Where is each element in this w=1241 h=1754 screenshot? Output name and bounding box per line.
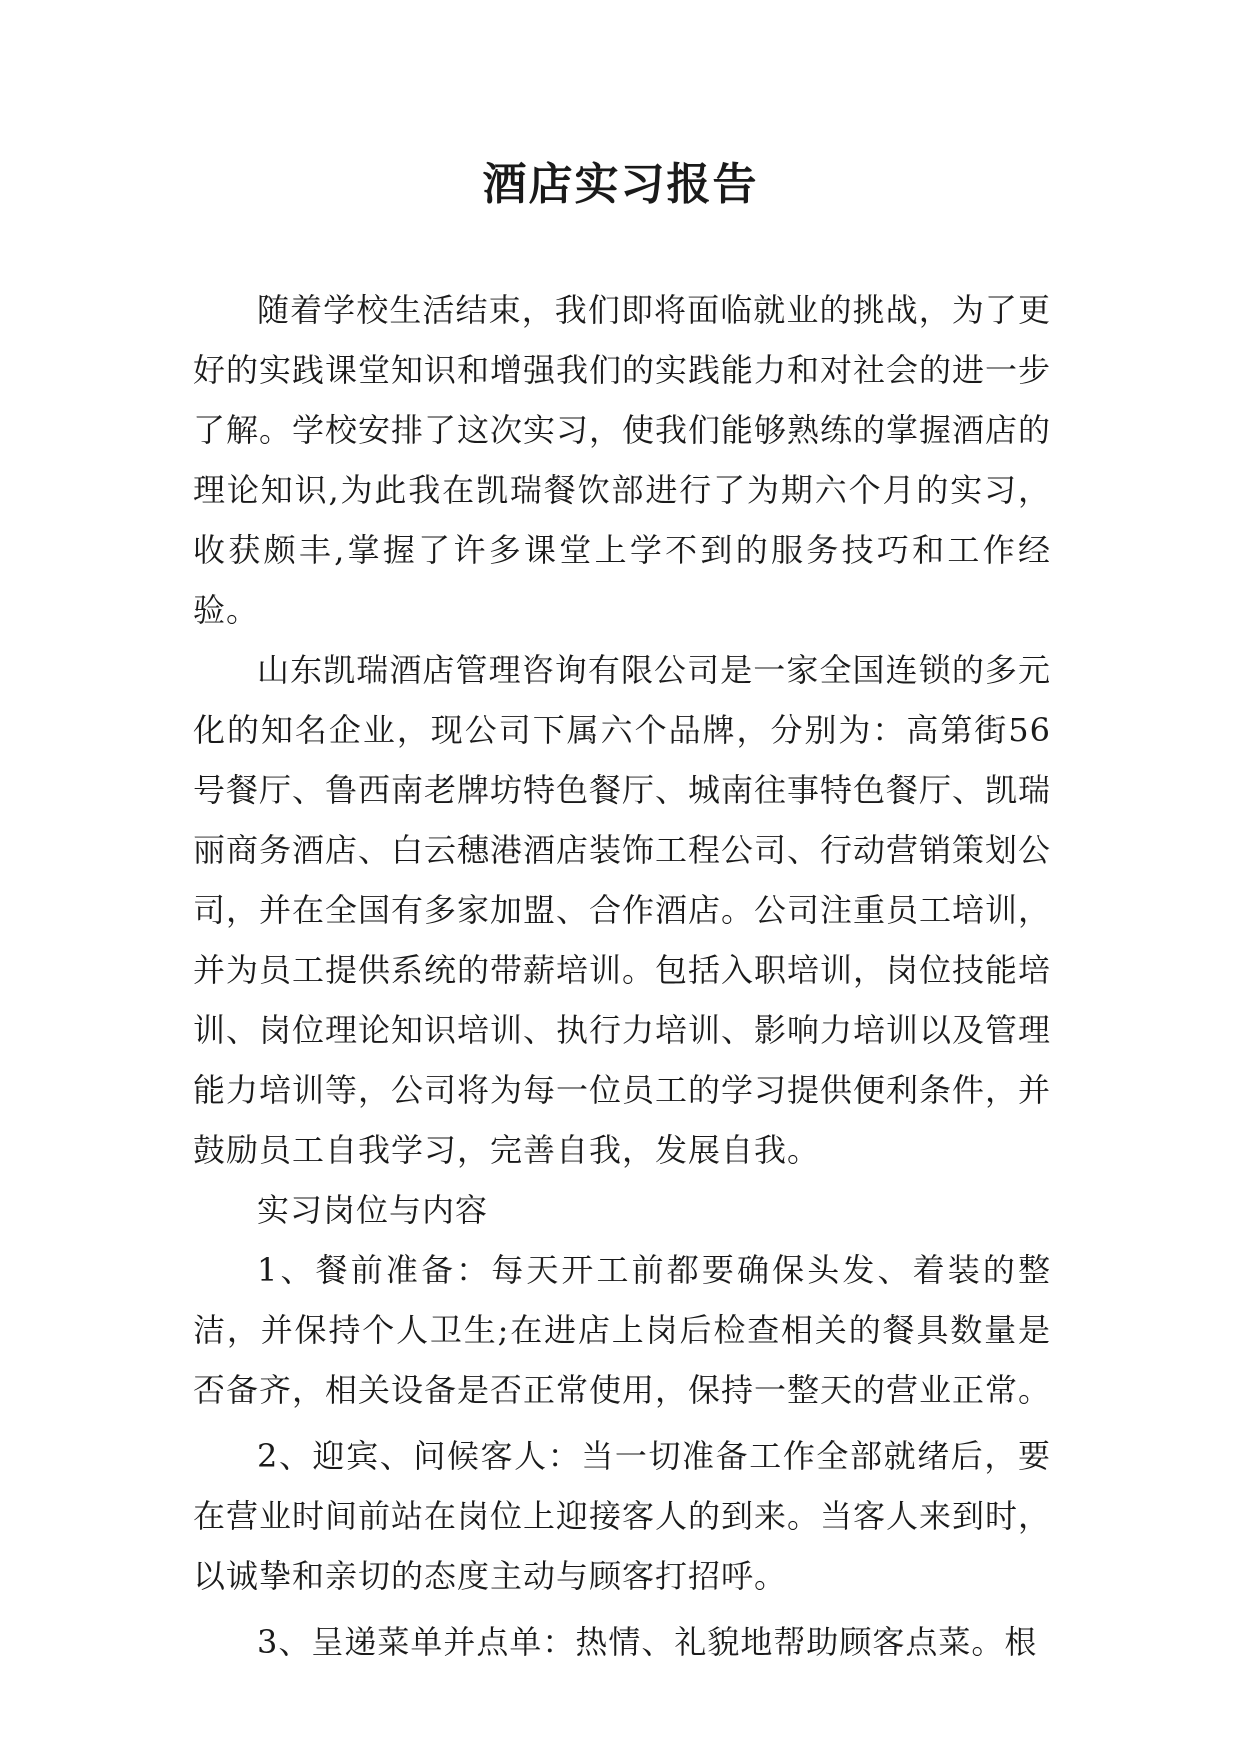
list-item-2: 2、迎宾、问候客人：当一切准备工作全部就绪后，要在营业时间前站在岗位上迎接客人的到来。当客人来到时，以诚挚和亲切的态度主动与顾客打招呼。 [193,1437,1052,1595]
document-body [193,280,1051,1672]
list-item-1: 1、餐前准备：每天开工前都要确保头发、着装的整洁，并保持个人卫生;在进店上岗后检查相关的餐具数量是否备齐，相关设备是否正常使用，保持一整天的营业正常。 [193,1251,1052,1409]
document-title: 酒店实习报告 [482,159,759,210]
section-heading: 实习岗位与内容 [257,1191,489,1229]
list-item-3: 3、呈递菜单并点单：热情、礼貌地帮助顾客点菜。根 [257,1623,1038,1661]
paragraph-intro: 随着学校生活结束，我们即将面临就业的挑战，为了更好的实践课堂知识和增强我们的实践能力和对社会的进一步了解。学校安排了这次实习，使我们能够熟练的掌握酒店的理论知识,为此我在凯瑞餐饮部进行了为期六个月的实习，收获颇丰,掌握了许多课堂上学不到的服务技巧和工作经验。 [193,291,1052,629]
paragraph-company: 山东凯瑞酒店管理咨询有限公司是一家全国连锁的多元化的知名企业，现公司下属六个品牌，分别为：高第街56号餐厅、鲁西南老牌坊特色餐厅、城南往事特色餐厅、凯瑞丽商务酒店、白云穗港酒店装饰工程公司、行动营销策划公司，并在全国有多家加盟、合作酒店。公司注重员工培训，并为员工提供系统的带薪培训。包括入职培训，岗位技能培训、岗位理论知识培训、执行力培训、影响力培训以及管理能力培训等，公司将为每一位员工的学习提供便利条件，并鼓励员工自我学习，完善自我，发展自我。 [193,651,1052,1169]
